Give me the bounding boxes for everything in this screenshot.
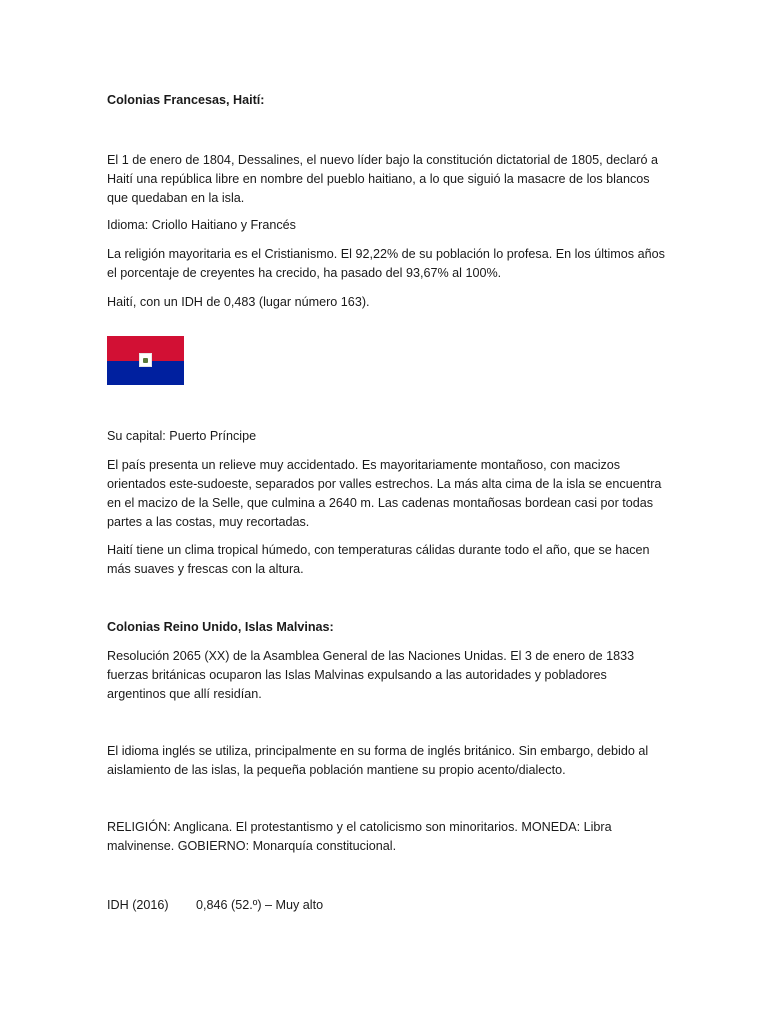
malvinas-idh-row bbox=[107, 896, 667, 915]
malvinas-heading: Colonias Reino Unido, Islas Malvinas: bbox=[107, 620, 334, 634]
malvinas-resolution-paragraph: Resolución 2065 (XX) de la Asamblea General de las Naciones Unidas. El 3 de enero de 1833 fuerzas británicas ocuparon las Islas Malvinas expulsando a las autoridades y pobladores argentinos que allí residían. bbox=[107, 649, 635, 701]
malvinas-language-paragraph: El idioma inglés se utiliza, principalmente en su forma de inglés británico. Sin embargo, debido al aislamiento de las islas, la pequeña población mantiene su propio acento/dialecto. bbox=[107, 744, 649, 777]
haiti-idh-paragraph: Haití, con un IDH de 0,483 (lugar número 163). bbox=[107, 295, 370, 309]
flag-coat-of-arms-icon bbox=[139, 353, 152, 367]
idh-label: IDH (2016) bbox=[107, 898, 169, 912]
haiti-heading: Colonias Francesas, Haití: bbox=[107, 93, 265, 107]
haiti-capital-paragraph: Su capital: Puerto Príncipe bbox=[107, 429, 257, 443]
haiti-language-paragraph: Idioma: Criollo Haitiano y Francés bbox=[107, 218, 296, 232]
haiti-climate-paragraph: Haití tiene un clima tropical húmedo, con temperaturas cálidas durante todo el año, que se hacen más suaves y frescas con la altura. bbox=[107, 543, 650, 576]
haiti-flag-image bbox=[107, 336, 184, 385]
haiti-relief-paragraph: El país presenta un relieve muy accidentado. Es mayoritariamente montañoso, con macizos orientados este-sudoeste, separados por valles estrechos. La más alta cima de la isla se encuentra en el macizo de la Selle, que culmina a 2640 m. Las cadenas montañosas bordean casi por todas partes a las costas, muy recortadas. bbox=[107, 458, 662, 529]
malvinas-religion-paragraph: RELIGIÓN: Anglicana. El protestantismo y el catolicismo son minoritarios. MONEDA: Libra malvinense. GOBIERNO: Monarquía constitucional. bbox=[107, 820, 612, 853]
haiti-religion-paragraph: La religión mayoritaria es el Cristianismo. El 92,22% de su población lo profesa. En los últimos años el porcentaje de creyentes ha crecido, ha pasado del 93,67% al 100%. bbox=[107, 247, 665, 280]
haiti-independence-paragraph: El 1 de enero de 1804, Dessalines, el nuevo líder bajo la constitución dictatorial de 1805, declaró a Haití una república libre en nombre del pueblo haitiano, a lo que siguió la masacre de los blancos que quedaban en la isla. bbox=[107, 153, 658, 205]
idh-value: 0,846 (52.º) – Muy alto bbox=[196, 898, 324, 912]
